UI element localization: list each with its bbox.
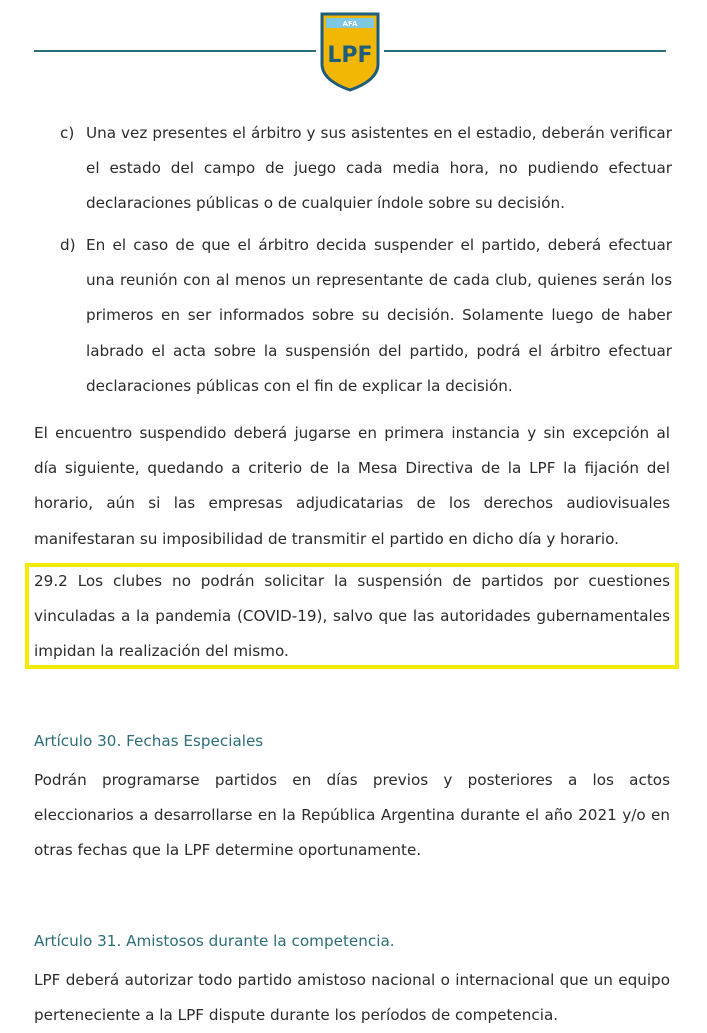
logo-text: LPF bbox=[327, 43, 373, 68]
heading-article-30: Artículo 30. Fechas Especiales bbox=[34, 732, 264, 750]
paragraph-covid: 29.2 Los clubes no podrán solicitar la suspensión de partidos por cuestiones vinculadas a la pandemia (COVID-19), salvo que las autoridades gubernamentales impidan la realización del mismo. bbox=[34, 572, 670, 661]
item-marker: d) bbox=[60, 236, 76, 254]
heading-article-31: Artículo 31. Amistosos durante la competencia. bbox=[34, 932, 395, 950]
list-item-c bbox=[60, 116, 672, 222]
paragraph-article-31: LPF deberá autorizar todo partido amistoso nacional o internacional que un equipo perteneciente a la LPF dispute durante los períodos de competencia. bbox=[34, 971, 670, 1025]
paragraph-suspension: El encuentro suspendido deberá jugarse en primera instancia y sin excepción al día siguiente, quedando a criterio de la Mesa Directiva de la LPF la fijación del horario, aún si las empresas adjudicatarias de los derechos audiovisuales manifestaran su imposibilidad de transmitir el partido en dicho día y horario. bbox=[34, 424, 670, 548]
list-item-d bbox=[60, 228, 672, 404]
item-text: En el caso de que el árbitro decida suspender el partido, deberá efectuar una reunión con al menos un representante de cada club, quienes serán los primeros en ser informados sobre su decisión. Solamente luego de haber labrado el acta sobre la suspensión del partido, podrá el árbitro efectuar declaraciones públicas con el fin de explicar la decisión. bbox=[86, 236, 672, 395]
item-text: Una vez presentes el árbitro y sus asistentes en el estadio, deberán verificar el estado del campo de juego cada media hora, no pudiendo efectuar declaraciones públicas o de cualquier índole sobre su decisión. bbox=[86, 124, 672, 213]
item-marker: c) bbox=[60, 124, 75, 142]
paragraph-article-30: Podrán programarse partidos en días previos y posteriores a los actos eleccionarios a desarrollarse en la República Argentina durante el año 2021 y/o en otras fechas que la LPF determine oportunamente. bbox=[34, 771, 670, 860]
logo-subtext: AFA bbox=[342, 20, 358, 28]
